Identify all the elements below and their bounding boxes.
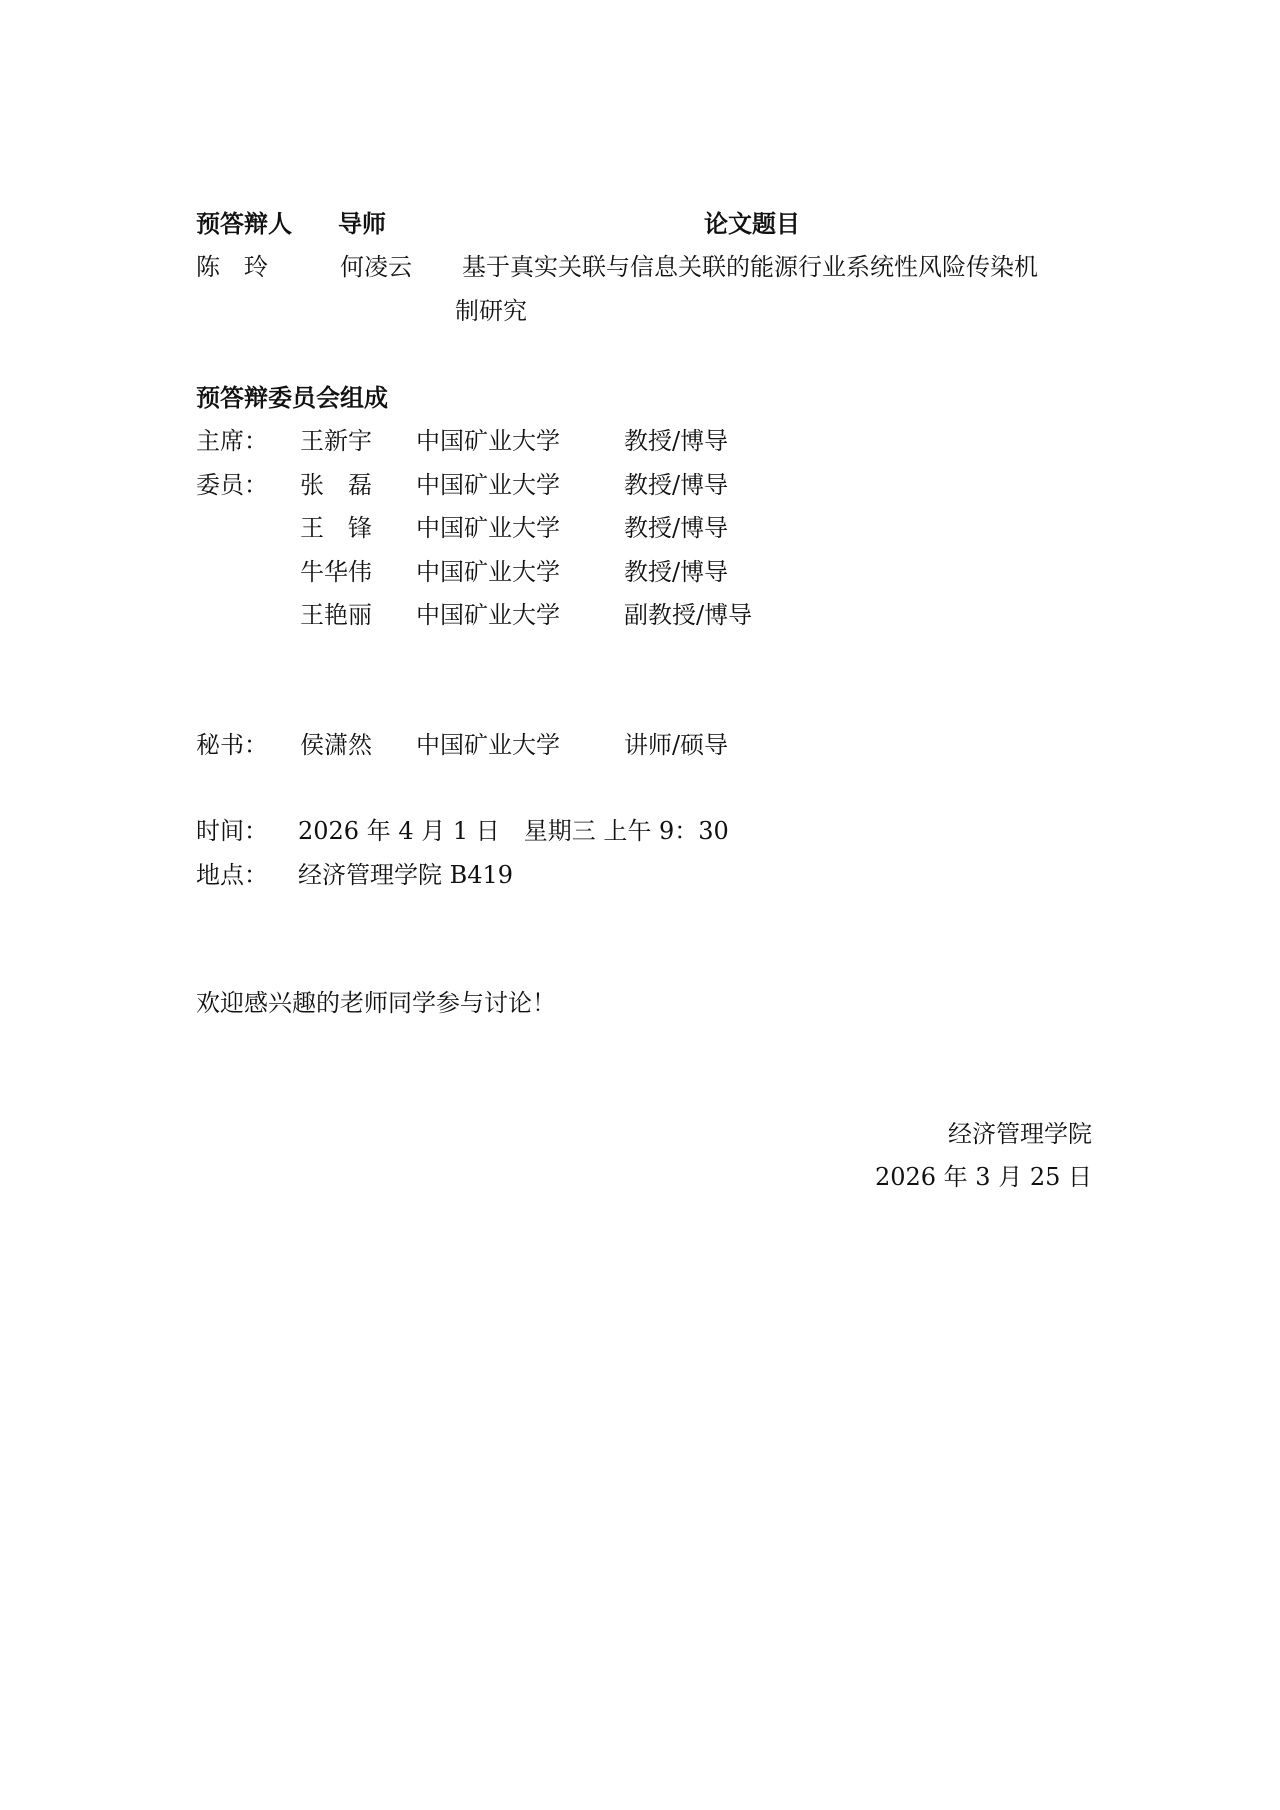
member-name: 王 锋 (300, 514, 372, 542)
member-unit: 中国矿业大学 (416, 471, 560, 499)
member-unit: 中国矿业大学 (416, 558, 560, 586)
advisor-header: 导师 (338, 209, 386, 238)
time-value: 2026 年 4 月 1 日 星期三 上午 9：30 (298, 817, 729, 845)
thesis-header: 论文题目 (704, 209, 800, 238)
secretary-name: 侯潇然 (300, 731, 372, 759)
member-title: 教授/博导 (624, 471, 729, 499)
committee-heading: 预答辩委员会组成 (196, 383, 388, 412)
place-label: 地点： (196, 861, 268, 889)
member-title: 副教授/博导 (624, 601, 753, 629)
member-unit: 中国矿业大学 (416, 514, 560, 542)
chair-unit: 中国矿业大学 (416, 427, 560, 455)
chair-role: 主席： (196, 427, 268, 455)
signature-date: 2026 年 3 月 25 日 (874, 1163, 1092, 1191)
member-title: 教授/博导 (624, 558, 729, 586)
member-title: 教授/博导 (624, 514, 729, 542)
candidate-header: 预答辩人 (196, 209, 292, 238)
place-value: 经济管理学院 B419 (298, 861, 514, 889)
members-role: 委员： (196, 471, 268, 499)
member-name: 牛华伟 (300, 558, 372, 586)
secretary-title: 讲师/硕导 (624, 731, 729, 759)
candidate-name: 陈 玲 (196, 253, 268, 281)
member-name: 张 磊 (300, 471, 372, 499)
secretary-role: 秘书： (196, 731, 268, 759)
thesis-title-line2: 制研究 (455, 297, 527, 325)
thesis-title-line1: 基于真实关联与信息关联的能源行业系统性风险传染机 (462, 253, 1038, 281)
advisor-name: 何凌云 (340, 253, 412, 281)
member-unit: 中国矿业大学 (416, 601, 560, 629)
chair-name: 王新宇 (300, 427, 372, 455)
member-name: 王艳丽 (300, 601, 372, 629)
signature-org: 经济管理学院 (948, 1120, 1092, 1148)
secretary-unit: 中国矿业大学 (416, 731, 560, 759)
welcome-text: 欢迎感兴趣的老师同学参与讨论！ (196, 989, 556, 1017)
time-label: 时间： (196, 817, 268, 845)
chair-title: 教授/博导 (624, 427, 729, 455)
